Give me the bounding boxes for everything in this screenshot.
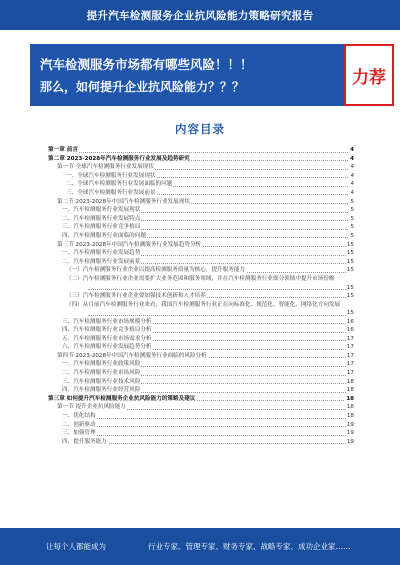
toc-entry[interactable]: 二、汽车检测服务行业发展特点 5: [62, 215, 354, 222]
toc-entry[interactable]: 一、汽车检测服务行业发展现状 5: [62, 207, 354, 214]
toc-entry[interactable]: （二）汽车检测服务行业企业需要扩大业务范围和服务领域，并在汽车检测服务行业细分领域中提升市场份额 15: [66, 275, 354, 291]
hero-headline: 汽车检测服务市场都有哪些风险！！！: [40, 57, 253, 72]
toc-entry[interactable]: 二、创新驱动 19: [62, 421, 354, 428]
toc-heading: 内容目录: [175, 122, 225, 136]
recommend-badge: 力荐: [344, 44, 394, 106]
report-title: 提升汽车检测服务企业抗风险能力策略研究报告: [86, 9, 314, 22]
hero-subheadline: 那么，如何提升企业抗风险能力？？？: [40, 80, 245, 94]
toc-entry[interactable]: 一、汽车检测服务行业发展趋势 15: [62, 250, 354, 257]
toc-entry[interactable]: 四、汽车检测服务行业经营风险 18: [62, 387, 354, 394]
hero-banner: [30, 44, 394, 106]
toc-entry[interactable]: 第三章 如何提升汽车检测服务企业抗风险能力的策略及建议 18: [48, 395, 354, 402]
toc-entry[interactable]: 三、汽车检测服务行业竞争格局 5: [62, 224, 354, 231]
toc-entry[interactable]: 三、汽车检测服务行业市场规模分析 16: [62, 318, 354, 325]
table-of-contents: [48, 146, 354, 446]
toc-entry[interactable]: 四、汽车检测服务行业面临的问题 5: [62, 232, 354, 239]
toc-entry[interactable]: 二、全球汽车检测服务行业发展面临的问题 4: [66, 181, 354, 188]
toc-entry[interactable]: 一、汽车检测服务行业政策风险 17: [62, 361, 354, 368]
toc-entry[interactable]: （四）从目前汽车检测服务行业来看，我国汽车检测服务行业正在向标准化、规范化、智能化、网络化方向发展 15: [66, 301, 354, 317]
toc-entry[interactable]: 二、汽车检测服务行业发展前景 15: [62, 258, 354, 265]
toc-entry[interactable]: （三）汽车检测服务行业企业要加强技术创新和人才培养 15: [66, 292, 354, 299]
toc-entry[interactable]: 第一节 全球汽车检测服务行业发展现状 4: [57, 164, 354, 171]
toc-entry[interactable]: 四、提升服务能力 19: [62, 438, 354, 445]
toc-entry[interactable]: 四、汽车检测服务行业竞争格局分析 16: [62, 327, 354, 334]
toc-entry[interactable]: 六、汽车检测服务行业发展趋势分析 17: [62, 344, 354, 351]
toc-entry[interactable]: 第一节 提升企业抗风险能力 18: [57, 404, 354, 411]
toc-entry[interactable]: 三、全球汽车检测服务行业发展前景 4: [66, 189, 354, 196]
toc-entry[interactable]: 二、汽车检测服务行业市场风险 17: [62, 370, 354, 377]
toc-entry[interactable]: 一、全球汽车检测服务行业发展现状 4: [66, 172, 354, 179]
toc-entry[interactable]: 三、加强管理 19: [62, 430, 354, 437]
toc-entry[interactable]: 一、优化结构 18: [62, 413, 354, 420]
toc-entry[interactable]: 三、汽车检测服务行业技术风险 18: [62, 378, 354, 385]
toc-entry[interactable]: 第一章 前言 4: [48, 147, 354, 153]
footer-banner: [0, 528, 400, 565]
toc-entry[interactable]: 第二章 2023-2028年汽车检测服务行业发展及趋势研究 4: [48, 155, 354, 162]
toc-entry[interactable]: 第三节 2023-2028年中国汽车检测服务行业发展趋势分析 15: [57, 241, 354, 248]
footer-roles: 行业专家、管理专家、财务专家、战略专家、成功企业家……: [148, 542, 351, 551]
toc-entry[interactable]: （一）汽车检测服务行业企业以提高检测服务质量为核心，提升服务能力 15: [66, 267, 354, 274]
top-banner: [0, 0, 400, 30]
toc-entry[interactable]: 第四节 2023-2028年中国汽车检测服务行业面临的风险分析 17: [57, 352, 354, 359]
toc-entry[interactable]: 第二节 2023-2028年中国汽车检测服务行业发展现状 5: [57, 198, 354, 205]
toc-entry[interactable]: 五、汽车检测服务行业市场需求分析 17: [62, 335, 354, 342]
footer-slogan: 让每个人都能成为: [46, 542, 106, 551]
